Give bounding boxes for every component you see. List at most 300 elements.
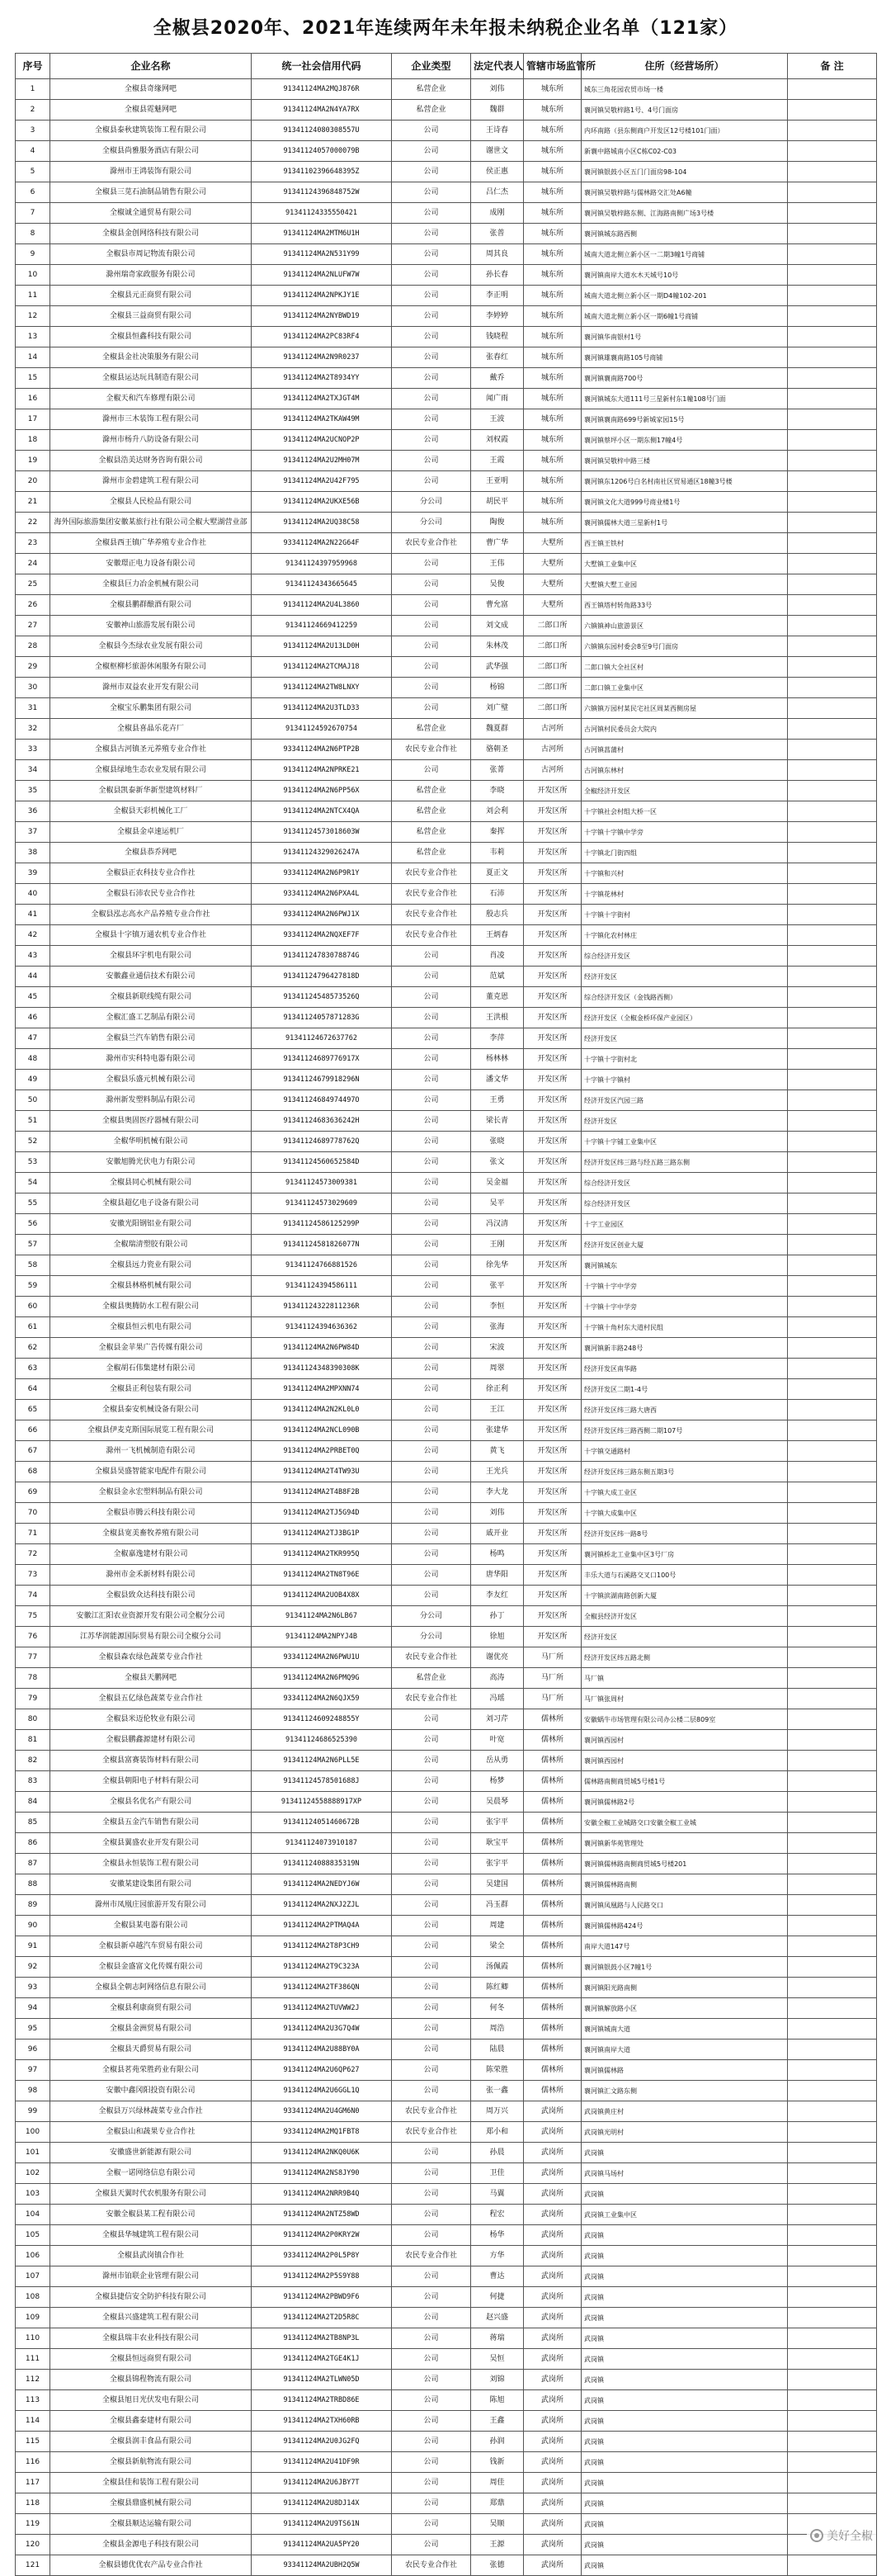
cell-credit-code: 91341124609248855Y (252, 1709, 392, 1730)
cell-name: 全椒县森农绿色蔬菜专业合作社 (50, 1647, 252, 1668)
cell-legal-rep: 张春红 (471, 347, 524, 368)
cell-office: 城东所 (524, 121, 582, 141)
cell-office: 城东所 (524, 306, 582, 327)
cell-legal-rep: 王亚明 (471, 471, 524, 492)
cell-address: 襄河镇吴敬梓路与儒林路交汇处A6幢 (582, 182, 788, 203)
cell-legal-rep: 徐先华 (471, 1255, 524, 1276)
cell-address: 武岗镇 (582, 2493, 788, 2514)
cell-index: 23 (16, 533, 50, 554)
cell-name: 全椒县运达玩具制造有限公司 (50, 368, 252, 389)
cell-remark (788, 265, 877, 286)
table-row (16, 203, 877, 224)
cell-legal-rep: 王霞 (471, 451, 524, 471)
cell-office: 城东所 (524, 471, 582, 492)
cell-name: 全椒县三苋石油制品销售有限公司 (50, 182, 252, 203)
cell-legal-rep: 张宇平 (471, 1813, 524, 1833)
header-legal-rep: 法定代表人 (471, 54, 524, 79)
cell-remark (788, 1359, 877, 1379)
cell-legal-rep: 吴俊 (471, 574, 524, 595)
cell-office: 马厂所 (524, 1647, 582, 1668)
cell-legal-rep: 唐华阳 (471, 1565, 524, 1586)
cell-office: 开发区所 (524, 1503, 582, 1524)
cell-credit-code: 91341124573009381 (252, 1173, 392, 1193)
table-row (16, 987, 877, 1008)
cell-name: 全椒县奥腾防水工程有限公司 (50, 1297, 252, 1317)
cell-legal-rep: 周佳 (471, 2473, 524, 2493)
cell-legal-rep: 方华 (471, 2246, 524, 2266)
cell-remark (788, 2308, 877, 2328)
cell-legal-rep: 宋波 (471, 1338, 524, 1359)
cell-legal-rep: 黄飞 (471, 1441, 524, 1462)
cell-type: 私营企业 (392, 79, 471, 100)
cell-remark (788, 1524, 877, 1544)
cell-credit-code: 91341124394636362 (252, 1317, 392, 1338)
cell-address: 全椒县经济开发区 (582, 1606, 788, 1627)
cell-legal-rep: 张普 (471, 224, 524, 244)
cell-credit-code: 91341124MA2U8DJ14X (252, 2493, 392, 2514)
cell-index: 110 (16, 2328, 50, 2349)
cell-remark (788, 1214, 877, 1235)
cell-legal-rep: 卫佳 (471, 2163, 524, 2184)
cell-office: 城东所 (524, 100, 582, 121)
cell-name: 全椒县某电器有限公司 (50, 1916, 252, 1936)
table-row (16, 1565, 877, 1586)
table-row (16, 698, 877, 719)
cell-office: 武岗所 (524, 2493, 582, 2514)
cell-address: 襄河镇华南银村1号 (582, 327, 788, 347)
cell-office: 开发区所 (524, 843, 582, 863)
cell-index: 87 (16, 1854, 50, 1874)
cell-type: 公司 (392, 203, 471, 224)
cell-remark (788, 2205, 877, 2225)
cell-legal-rep: 秦挥 (471, 822, 524, 843)
cell-office: 儒林所 (524, 2040, 582, 2060)
cell-office: 武岗所 (524, 2328, 582, 2349)
cell-type: 公司 (392, 244, 471, 265)
cell-name: 全椒县西王镇广华养殖专业合作社 (50, 533, 252, 554)
cell-legal-rep: 成刚 (471, 203, 524, 224)
cell-office: 儒林所 (524, 1771, 582, 1792)
cell-type: 公司 (392, 1400, 471, 1420)
cell-legal-rep: 杨梦 (471, 1771, 524, 1792)
cell-credit-code: 91341124558888917XP (252, 1792, 392, 1813)
cell-type: 公司 (392, 698, 471, 719)
cell-type: 公司 (392, 2266, 471, 2287)
cell-remark (788, 2287, 877, 2308)
cell-credit-code: 91341124MA2TRBD86E (252, 2390, 392, 2411)
cell-office: 开发区所 (524, 1008, 582, 1028)
cell-address: 襄河镇银鼓小区五门门面房98-104 (582, 162, 788, 182)
cell-remark (788, 1565, 877, 1586)
cell-type: 农民专业合作社 (392, 2555, 471, 2576)
cell-credit-code: 91341124669412259 (252, 616, 392, 636)
cell-legal-rep: 张宇平 (471, 1854, 524, 1874)
cell-legal-rep: 岳从勇 (471, 1751, 524, 1771)
cell-credit-code: 91341124MA2T4TW93U (252, 1462, 392, 1482)
cell-index: 41 (16, 905, 50, 925)
cell-remark (788, 1235, 877, 1255)
cell-type: 公司 (392, 1152, 471, 1173)
cell-address: 武岗镇马场村 (582, 2163, 788, 2184)
cell-type: 公司 (392, 1978, 471, 1998)
cell-remark (788, 2225, 877, 2246)
cell-office: 武岗所 (524, 2287, 582, 2308)
cell-remark (788, 1895, 877, 1916)
cell-credit-code: 91341124343665645 (252, 574, 392, 595)
cell-legal-rep: 魏群 (471, 100, 524, 121)
cell-name: 安徽神山旅游发展有限公司 (50, 616, 252, 636)
cell-type: 公司 (392, 1544, 471, 1565)
cell-credit-code: 91341124MA2NLUFW7W (252, 265, 392, 286)
logo-icon (810, 2529, 823, 2542)
cell-remark (788, 1751, 877, 1771)
cell-credit-code: 91341124080308557U (252, 121, 392, 141)
cell-credit-code: 91341124322811236R (252, 1297, 392, 1317)
cell-credit-code: 91341124783078874G (252, 946, 392, 967)
cell-office: 开发区所 (524, 1544, 582, 1565)
cell-index: 64 (16, 1379, 50, 1400)
cell-remark (788, 636, 877, 657)
cell-index: 116 (16, 2452, 50, 2473)
cell-name: 全椒县恭乔网吧 (50, 843, 252, 863)
cell-credit-code: 91341124MA2UKXE56B (252, 492, 392, 513)
cell-legal-rep: 徐旭 (471, 1627, 524, 1647)
cell-remark (788, 595, 877, 616)
cell-office: 武岗所 (524, 2555, 582, 2576)
cell-address: 综合经济开发区 (582, 1173, 788, 1193)
table-row (16, 616, 877, 636)
cell-name: 全椒县新卓越汽车贸易有限公司 (50, 1936, 252, 1957)
cell-remark (788, 1647, 877, 1668)
cell-remark (788, 430, 877, 451)
cell-index: 51 (16, 1111, 50, 1132)
cell-remark (788, 1379, 877, 1400)
header-remark: 备 注 (788, 54, 877, 79)
cell-office: 开发区所 (524, 1111, 582, 1132)
cell-legal-rep: 李大龙 (471, 1482, 524, 1503)
cell-office: 儒林所 (524, 2081, 582, 2101)
cell-credit-code: 93341124MA2UBH2Q5W (252, 2555, 392, 2576)
cell-remark (788, 1503, 877, 1524)
cell-credit-code: 91341124MA2TN8T96E (252, 1565, 392, 1586)
cell-type: 公司 (392, 636, 471, 657)
cell-legal-rep: 谢优亮 (471, 1647, 524, 1668)
cell-address: 综合经济开发区（金钱路西侧） (582, 987, 788, 1008)
cell-type: 私营企业 (392, 801, 471, 822)
cell-name: 全椒县兰汽车销售有限公司 (50, 1028, 252, 1049)
cell-address: 城东三角花园农贸市场一楼 (582, 79, 788, 100)
cell-office: 城东所 (524, 430, 582, 451)
cell-type: 公司 (392, 1276, 471, 1297)
cell-type: 公司 (392, 1379, 471, 1400)
cell-index: 4 (16, 141, 50, 162)
cell-office: 城东所 (524, 327, 582, 347)
cell-legal-rep: 吴晨琴 (471, 1792, 524, 1813)
cell-address: 古河镇村民委员会大院内 (582, 719, 788, 740)
cell-type: 公司 (392, 1317, 471, 1338)
header-index: 序号 (16, 54, 50, 79)
cell-remark (788, 1998, 877, 2019)
cell-name: 全椒县瑞丰农业科技有限公司 (50, 2328, 252, 2349)
cell-address: 武岗镇 (582, 2411, 788, 2432)
cell-type: 公司 (392, 1524, 471, 1544)
cell-index: 62 (16, 1338, 50, 1359)
cell-address: 襄河镇襄南路700号 (582, 368, 788, 389)
cell-address: 十字镇十字中学旁 (582, 1297, 788, 1317)
cell-address: 十字镇花林村 (582, 884, 788, 905)
cell-address: 经济开发区纬三路西侧二期107号 (582, 1420, 788, 1441)
cell-type: 农民专业合作社 (392, 925, 471, 946)
table-row (16, 2452, 877, 2473)
cell-type: 公司 (392, 2040, 471, 2060)
cell-address: 内环南路（县东侧商户开发区12号楼101门面） (582, 121, 788, 141)
cell-name: 全椒县恒鑫科技有限公司 (50, 327, 252, 347)
cell-name: 全椒县新航物流有限公司 (50, 2452, 252, 2473)
cell-office: 武岗所 (524, 2349, 582, 2370)
cell-credit-code: 91341124394586111 (252, 1276, 392, 1297)
cell-name: 全椒胡石伟集建材有限公司 (50, 1359, 252, 1379)
cell-remark (788, 967, 877, 987)
table-row (16, 1482, 877, 1503)
cell-address: 大墅镇工业集中区 (582, 554, 788, 574)
cell-name: 全椒县山和蔬果专业合作社 (50, 2122, 252, 2143)
cell-index: 113 (16, 2390, 50, 2411)
cell-office: 武岗所 (524, 2390, 582, 2411)
cell-remark (788, 2452, 877, 2473)
cell-index: 29 (16, 657, 50, 678)
cell-name: 全椒嘉逸建材有限公司 (50, 1544, 252, 1565)
cell-office: 儒林所 (524, 1854, 582, 1874)
cell-remark (788, 1482, 877, 1503)
cell-office: 开发区所 (524, 987, 582, 1008)
cell-name: 全椒县奇缘网吧 (50, 79, 252, 100)
cell-address: 马厂镇张周村 (582, 1689, 788, 1709)
cell-office: 儒林所 (524, 1998, 582, 2019)
cell-credit-code: 91341124766881526 (252, 1255, 392, 1276)
cell-address: 武岗镇 (582, 2390, 788, 2411)
cell-index: 95 (16, 2019, 50, 2040)
cell-index: 5 (16, 162, 50, 182)
cell-index: 59 (16, 1276, 50, 1297)
cell-legal-rep: 刘锦 (471, 2370, 524, 2390)
table-row (16, 1874, 877, 1895)
cell-name: 全椒县正利包装有限公司 (50, 1379, 252, 1400)
cell-legal-rep: 何冬 (471, 1998, 524, 2019)
cell-type: 公司 (392, 1255, 471, 1276)
cell-name: 全椒县金洲贸易有限公司 (50, 2019, 252, 2040)
cell-type: 公司 (392, 2390, 471, 2411)
cell-remark (788, 513, 877, 533)
table-row (16, 1400, 877, 1420)
cell-office: 大墅所 (524, 554, 582, 574)
cell-address: 襄河镇吴敬梓路1号、4号门面房 (582, 100, 788, 121)
cell-remark (788, 182, 877, 203)
table-row (16, 162, 877, 182)
cell-legal-rep: 肖凌 (471, 946, 524, 967)
cell-type: 公司 (392, 1936, 471, 1957)
cell-address: 襄河镇文化大道999号商业楼1号 (582, 492, 788, 513)
cell-remark (788, 1008, 877, 1028)
cell-address: 十字镇和兴村 (582, 863, 788, 884)
table-row (16, 905, 877, 925)
cell-index: 25 (16, 574, 50, 595)
cell-index: 83 (16, 1771, 50, 1792)
cell-type: 公司 (392, 1854, 471, 1874)
cell-remark (788, 492, 877, 513)
table-row (16, 1709, 877, 1730)
table-row (16, 1090, 877, 1111)
table-row (16, 2349, 877, 2370)
cell-legal-rep: 骆朝圣 (471, 740, 524, 760)
table-row (16, 1524, 877, 1544)
cell-index: 97 (16, 2060, 50, 2081)
cell-legal-rep: 高涛 (471, 1668, 524, 1689)
table-row (16, 1297, 877, 1317)
cell-name: 全椒县超亿电子设备有限公司 (50, 1193, 252, 1214)
cell-address: 襄河镇儒林路2号 (582, 1792, 788, 1813)
cell-office: 儒林所 (524, 1792, 582, 1813)
cell-name: 全椒县万兴绿林蔬菜专业合作社 (50, 2101, 252, 2122)
cell-name: 全椒县古河镇圣元养殖专业合作社 (50, 740, 252, 760)
table-row (16, 2060, 877, 2081)
watermark (807, 2526, 876, 2545)
cell-type: 分公司 (392, 513, 471, 533)
cell-credit-code: 91341124MA2NPYJ4B (252, 1627, 392, 1647)
cell-name: 全椒天和汽车修理有限公司 (50, 389, 252, 409)
cell-legal-rep: 殷志兵 (471, 905, 524, 925)
cell-office: 开发区所 (524, 1338, 582, 1359)
cell-name: 全椒县翼盛农业开发有限公司 (50, 1833, 252, 1854)
cell-index: 119 (16, 2514, 50, 2535)
cell-office: 开发区所 (524, 1152, 582, 1173)
cell-index: 71 (16, 1524, 50, 1544)
cell-name: 全椒一诺网络信息有限公司 (50, 2163, 252, 2184)
cell-address: 六镇镇神山旅游景区 (582, 616, 788, 636)
cell-remark (788, 409, 877, 430)
cell-office: 开发区所 (524, 1070, 582, 1090)
cell-type: 公司 (392, 409, 471, 430)
table-row (16, 1895, 877, 1916)
cell-index: 44 (16, 967, 50, 987)
cell-remark (788, 2473, 877, 2493)
cell-legal-rep: 李萍 (471, 1028, 524, 1049)
cell-remark (788, 1070, 877, 1090)
cell-address: 襄河镇西园村 (582, 1751, 788, 1771)
cell-office: 开发区所 (524, 1524, 582, 1544)
cell-legal-rep: 李友红 (471, 1586, 524, 1606)
cell-office: 开发区所 (524, 905, 582, 925)
cell-name: 安徽光阳钢铝业有限公司 (50, 1214, 252, 1235)
cell-index: 111 (16, 2349, 50, 2370)
cell-index: 67 (16, 1441, 50, 1462)
cell-office: 儒林所 (524, 1874, 582, 1895)
cell-office: 古河所 (524, 760, 582, 781)
cell-remark (788, 2328, 877, 2349)
table-row (16, 2225, 877, 2246)
cell-credit-code: 91341124MA2PRBET0Q (252, 1441, 392, 1462)
table-row (16, 471, 877, 492)
cell-type: 公司 (392, 1895, 471, 1916)
cell-remark (788, 2555, 877, 2576)
table-row (16, 1028, 877, 1049)
cell-index: 79 (16, 1689, 50, 1709)
cell-name: 安徽中鑫冈阳投资有限公司 (50, 2081, 252, 2101)
table-row (16, 554, 877, 574)
table-row (16, 822, 877, 843)
cell-remark (788, 79, 877, 100)
cell-remark (788, 1854, 877, 1874)
cell-office: 城东所 (524, 203, 582, 224)
cell-index: 72 (16, 1544, 50, 1565)
cell-address: 西王镇塔村转角路33号 (582, 595, 788, 616)
cell-office: 儒林所 (524, 1709, 582, 1730)
cell-index: 14 (16, 347, 50, 368)
cell-remark (788, 1586, 877, 1606)
cell-credit-code: 91341124672637762 (252, 1028, 392, 1049)
cell-credit-code: 91341124MA2PC83RF4 (252, 327, 392, 347)
cell-remark (788, 616, 877, 636)
cell-credit-code: 91341124348390308K (252, 1359, 392, 1379)
cell-credit-code: 91341124MA2T8P3CH9 (252, 1936, 392, 1957)
cell-address: 武岗镇 (582, 2225, 788, 2246)
cell-address: 武岗镇光明村 (582, 2122, 788, 2143)
cell-address: 儒林路南侧商贸城5号楼1号 (582, 1771, 788, 1792)
cell-remark (788, 1730, 877, 1751)
cell-name: 全椒县朝阳电子材料有限公司 (50, 1771, 252, 1792)
cell-credit-code: 91341124MA2U6JBY7T (252, 2473, 392, 2493)
cell-name: 全椒宝乐鹏集团有限公司 (50, 698, 252, 719)
cell-credit-code: 91341124MA2T2D5R8C (252, 2308, 392, 2328)
cell-name: 安徽江汇阳农业资源开发有限公司全椒分公司 (50, 1606, 252, 1627)
cell-address: 武岗镇 (582, 2184, 788, 2205)
cell-address: 十字镇北门街四组 (582, 843, 788, 863)
cell-office: 武岗所 (524, 2205, 582, 2225)
cell-name: 滁州市王鸿装饰有限公司 (50, 162, 252, 182)
cell-name: 全椒县鹏鑫源建材有限公司 (50, 1730, 252, 1751)
cell-office: 武岗所 (524, 2122, 582, 2143)
cell-office: 开发区所 (524, 1379, 582, 1400)
cell-name: 全椒县尚雅服务酒店有限公司 (50, 141, 252, 162)
table-row (16, 2081, 877, 2101)
cell-type: 公司 (392, 2432, 471, 2452)
cell-legal-rep: 王刚 (471, 1235, 524, 1255)
cell-index: 52 (16, 1132, 50, 1152)
cell-address: 综合经济开发区 (582, 946, 788, 967)
cell-index: 39 (16, 863, 50, 884)
cell-index: 102 (16, 2163, 50, 2184)
cell-credit-code: 91341124MA2UQ38C58 (252, 513, 392, 533)
cell-address: 武岗镇 (582, 2514, 788, 2535)
cell-type: 公司 (392, 1730, 471, 1751)
cell-credit-code: 91341124MA2TF386QN (252, 1978, 392, 1998)
cell-remark (788, 2266, 877, 2287)
cell-legal-rep: 孙晨 (471, 2143, 524, 2163)
cell-office: 城东所 (524, 389, 582, 409)
cell-type: 公司 (392, 1751, 471, 1771)
cell-credit-code: 91341124MA2NRR9B4Q (252, 2184, 392, 2205)
table-row (16, 595, 877, 616)
cell-credit-code: 91341124MA2N4YA7RX (252, 100, 392, 121)
cell-credit-code: 91341124057000079B (252, 141, 392, 162)
cell-type: 私营企业 (392, 781, 471, 801)
cell-name: 江苏华润能源国际贸易有限公司全椒分公司 (50, 1627, 252, 1647)
cell-address: 武岗镇 (582, 2308, 788, 2328)
table-row (16, 1792, 877, 1813)
cell-credit-code: 91341124MA2TUVWW2J (252, 1998, 392, 2019)
cell-legal-rep: 胡民平 (471, 492, 524, 513)
cell-index: 109 (16, 2308, 50, 2328)
cell-remark (788, 1874, 877, 1895)
